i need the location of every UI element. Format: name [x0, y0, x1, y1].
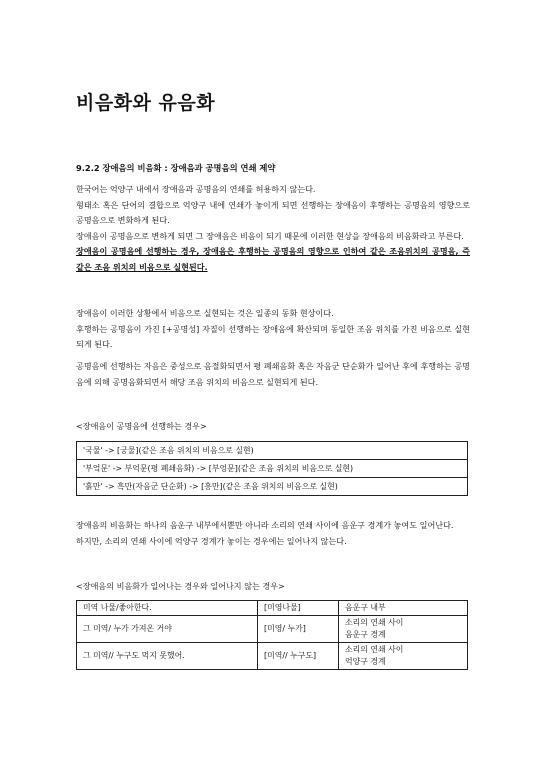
table-cell: '흙만' -> 흑만(자음군 단순화) -> [흥만](같은 조음 위치의 비음으로 실현) [77, 478, 468, 496]
page-title: 비음화와 유음화 [76, 92, 216, 114]
environment-line: 음운구 경계 [345, 630, 386, 639]
table-cell: '국물' -> [궁물](같은 조음 위치의 비음으로 실현) [77, 442, 468, 460]
environment-line: 음운구 내부 [345, 603, 386, 612]
pronunciation-cell: [미영나물] [258, 601, 339, 616]
environment-line: 억양구 경계 [345, 657, 386, 666]
pronunciation-cell: [미역// 누구도] [258, 643, 339, 670]
table-row [77, 643, 468, 670]
environment-cell [339, 616, 468, 643]
paragraph-line: 형태소 혹은 단어의 결합으로 억양구 내에 연쇄가 놓이게 되면 선행하는 장애음이 후행하는 공명음의 영향으로 공명음으로 변화하게 된다. [76, 199, 470, 226]
table-row [77, 460, 468, 478]
paragraph-1 [76, 182, 470, 276]
table2-caption: <장애음의 비음화가 일어나는 경우와 일어나지 않는 경우> [76, 581, 285, 591]
table-cell: '부엌문' -> 부억문(평 폐쇄음화) -> [부엉문](같은 조음 위치의 비음으로 실현) [77, 460, 468, 478]
paragraph-line: 장애음의 비음화는 하나의 음운구 내부에서뿐만 아니라 소리의 연쇄 사이에 음운구 경계가 놓여도 일어난다. [76, 520, 454, 530]
table-obstruent-before-sonorant [76, 441, 468, 496]
example-cell: 그 미역/ 누가 가져온 거야 [77, 616, 258, 643]
paragraph-line: 공명음에 선행하는 자음은 중성으로 음절화되면서 평 폐쇄음화 혹은 자음군 단순화가 일어난 후에 후행하는 공명음에 의해 공명음화되면서 해당 조음 위치의 비음으로 실현되게 된다. [76, 361, 470, 387]
pronunciation-cell: [미영/ 누가] [258, 616, 339, 643]
table-nasalization-cases [76, 600, 468, 670]
paragraph-2 [76, 306, 470, 353]
paragraph-line: 하지만, 소리의 연쇄 사이에 억양구 경계가 놓이는 경우에는 일어나지 않는다. [76, 535, 347, 546]
paragraph-line: 한국어는 억양구 내에서 장애음과 공명음의 연쇄를 허용하지 않는다. [76, 184, 316, 194]
section-heading: 9.2.2 장애음의 비음화 : 장애음과 공명음의 연쇄 제약 [76, 163, 276, 173]
paragraph-line: 후행하는 공명음이 가진 [+공명성] 자질이 선행하는 장애음에 확산되며 동일한 조음 위치를 가진 비음으로 실현되게 된다. [76, 323, 470, 350]
paragraph-3 [76, 359, 470, 390]
paragraph-line: 장애음이 공명음으로 변하게 되면 그 장애음은 비음이 되기 때문에 이러한 현상을 장애음의 비음화라고 부른다. [76, 230, 464, 241]
table1-caption: <장애음이 공명음에 선행하는 경우> [76, 421, 207, 431]
paragraph-line: 장애음이 이러한 상황에서 비음으로 실현되는 것은 일종의 동화 현상이다. [76, 308, 334, 318]
environment-line: 소리의 연쇄 사이 [345, 645, 404, 654]
example-cell: 그 미역// 누구도 먹지 못했어. [77, 643, 258, 670]
table-row [77, 601, 468, 616]
table-row [77, 442, 468, 460]
environment-cell [339, 601, 468, 616]
environment-line: 소리의 연쇄 사이 [345, 618, 404, 627]
emphasized-statement: 장애음이 공명음에 선행하는 경우, 장애음은 후행하는 공명음의 영향으로 인하여 같은 조음위치의 공명음, 즉 같은 조음 위치의 비음으로 실현된다. [76, 246, 470, 272]
paragraph-4 [76, 518, 470, 549]
table-row [77, 616, 468, 643]
example-cell: 미역 나물/좋아한다. [77, 601, 258, 616]
environment-cell [339, 643, 468, 670]
table-row [77, 478, 468, 496]
